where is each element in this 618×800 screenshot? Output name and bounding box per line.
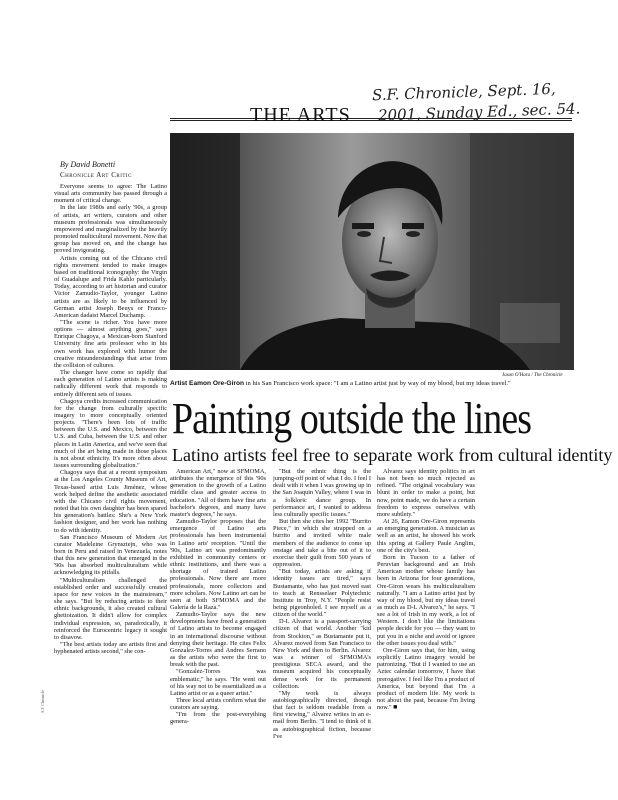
paragraph: Chagoya says that at a recent symposium at the Los Angeles County Museum of Art, Texas-based artist Luis Jiménez, whose work helped define the aesthetic associated with the Chicano civil rights movement, noted that his own daughter has been spared his generation's battles: She's a New York fashion designer, and her work has nothing to do with identity. (54, 469, 167, 534)
subheadline: Latino artists feel free to separate work from cultural identity (172, 445, 613, 465)
photo-caption (170, 380, 574, 388)
paragraph: "Multiculturalism challenged the established order and successfully created space for new voices in the mainstream," she says. "But by reducing artists to their ethnic backgrounds, it also created cultural ghettoization. It didn't allow for complex individual expression, so, paradoxically, it reinforced the Eurocentric legacy it sought to disavow. (54, 576, 167, 641)
paragraph: Everyone seems to agree: The Latino visual arts community has passed through a moment of critical change. (54, 183, 167, 205)
paragraph: In the late 1980s and early '90s, a group of artists, art writers, curators and other museum professionals was simultaneously empowered and marginalized by the heavily promoted multicultural movement. Now that group has moved on, and the change has proved invigorating. (54, 204, 167, 255)
handwritten-annotation-line2: 2001, Sunday Ed., sec. 54. (377, 99, 581, 125)
header-rule (170, 118, 572, 121)
article-column-1 (54, 183, 167, 776)
paragraph: "But today, artists are asking if identity issues are tired," says Bustamante, who has just moved east to teach at Rensselaer Polytechnic Institute in Troy, N.Y. "People resist being pigeonholed. I see myself as a citizen of the world." (273, 568, 371, 619)
paragraph: Zamudio-Taylor proposes that the emergence of Latino arts professionals has been instrumental in Latino arts' reception. "Until the '90s, Latino art was predominantly exhibited in community centers or ethnic institutions, and there was a shortage of trained Latino professionals. Now there are more professionals, more collectors and more scholars. Now Latino art can be seen at both SFMOMA and the Galería de la Raza." (170, 518, 266, 611)
paragraph: Born in Tucson to a father of Peruvian background and an Irish American mother whose family has been in Arizona for four generations, Ore-Giron wears his multiculturalism naturally. "I am a Latino artist just by way of my blood, but my ideas travel as much as D-L Alvarez's," he says. "I see a lot of Irish in my work, a lot of Western. I don't like the limitations people decide for you — they want to put you in a niche and avoid or ignore the other issues you deal with." (377, 553, 475, 647)
article-column-2 (170, 468, 266, 778)
paragraph: Chagoya credits increased communication for the change from culturally specific imagery to more conceptually oriented projects. "There's been lots of traffic between the U.S. and Mexico, between the U.S. and Cuba, between the U.S. and other places in Latin America, and we've seen that much of the art being made in those places is not about ethnicity. It's more often about issues surrounding globalization." (54, 397, 167, 470)
paragraph: "But the ethnic thing is the jumping-off point of what I do. I feel I dealt with it when I was growing up in the San Joaquin Valley, where I was in a folkloric dance group. In performance art, I wanted to address less culturally specific issues." (273, 468, 371, 518)
paragraph: Three local artists confirm what the curators are saying. (170, 697, 266, 712)
paragraph: "I'm from the post-everything genera- (170, 711, 266, 726)
paragraph: San Francisco Museum of Modern Art curator Madeleine Grynsztejn, who was born in Peru and raised in Venezuela, notes that this new generation that emerged in the '90s has absorbed multiculturalism while acknowledging its pitfalls. (54, 533, 167, 577)
paragraph: "The scene is richer. You have more options — almost anything goes," says Enrique Chagoya, a Mexican-born Stanford University fine arts professor who in his own work has explored with humor the creative misunderstandings that arise from the collision of cultures. (54, 318, 167, 369)
paragraph: The changer have come so rapidly that each generation of Latino artists is making radically different work that responds to entirely different sets of issues. (54, 369, 167, 398)
section-title: THE ARTS (250, 104, 351, 126)
handwritten-annotation-line1: S.F. Chronicle, Sept. 16, (371, 79, 556, 105)
paragraph: Zamudio-Taylor says the new developments have freed a generation of Latino artists to become engaged in an international discourse without denying their heritage. He cites Felix Gonzalez-Torres and Andres Serrano as the artists who were the first to break with the past. (170, 611, 266, 669)
paragraph (377, 647, 475, 711)
artist-portrait-photo (170, 133, 574, 370)
paragraph-text: Ore-Giron says that, for him, using explicitly Latino imagery would be patronizing. "But if I wanted to use an Aztec calendar tomorrow, I have that prerogative. I feel like I'm a product of America, but beyond that I'm a product of modern life. My work is not about the past, because I'm living now." (377, 646, 475, 712)
paragraph: Alvarez says identity politics in art has not been so much rejected as refined. "The original vocabulary was blunt in order to make a point, but now, point made, we do have a certain freedom to express ourselves with more subtlety." (377, 468, 475, 518)
portrait-photo-graphic (170, 133, 574, 370)
paragraph: "Gonzalez-Torres was emblematic," he says. "He went out of his way not to be essentialized as a Latino artist or as a queer artist." (170, 668, 266, 697)
article-column-3 (273, 468, 371, 778)
caption-text: in his San Francisco work space: "I am a Latino artist just by way of my blood, but my ideas travel." (244, 380, 511, 387)
photo-credit: Jason O'Hara / The Chronicle (502, 373, 563, 378)
byline-name: By David Bonetti (60, 160, 116, 169)
end-mark: ■ (393, 703, 398, 712)
paragraph: "The best artists today are artists first and hyphenated artists second," she con- (54, 641, 167, 656)
paragraph: "My work is always autobiographically directed, though that fact is seldom readable from a first viewing," Alvarez writes in an e-mail from Berlin. "I tend to think of it as autobiographical fiction, because I've (273, 689, 371, 740)
paragraph: At 26, Eamon Ore-Giron represents an emerging generation. A musician as well as an artist, he showed his work this spring at Gallery Paule Anglim, one of the city's best. (377, 518, 475, 554)
paragraph: D-L Alvarez is a passport-carrying citizen of that world. Another "kid from Stockton," as Bustamante put it, Alvarez moved from San Francisco to New York and then to Berlin. Alvarez was a winner of SFMOMA's prestigious SECA award, and the museum acquired his conceptually dense work for its permanent collection. (273, 618, 371, 690)
paragraph: Artists coming out of the Chicano civil rights movement tended to make images based on traditional iconography: the Virgin of Guadalupe and Frida Kahlo particularly. Today, according to art historian and curator Victor Zamudio-Taylor, younger Latino artists are as likely to be influenced by German artist Joseph Beuys or Franco-American dadaist Marcel Duchamp. (54, 254, 167, 319)
side-margin-text: S.F. Chronicle (40, 690, 45, 713)
paragraph: American Art," now at SFMOMA, attributes the emergence of this '90s generation to the growth of a Latino middle class and greater access to education. "All of them have fine arts bachelor's degrees, and many have master's degrees," he says. (170, 468, 266, 518)
headline: Painting outside the lines (172, 394, 532, 443)
article-column-4 (377, 468, 475, 778)
paragraph: But then she cites her 1992 "Burrito Piece," in which she strapped on a burrito and invited white male members of the audience to come up onstage and take a bite out of it to exorcise their guilt from 500 years of oppression. (273, 518, 371, 569)
byline (60, 160, 132, 180)
byline-role: Chronicle Art Critic (60, 171, 132, 179)
caption-lead: Artist Eamon Ore-Giron (170, 380, 245, 387)
